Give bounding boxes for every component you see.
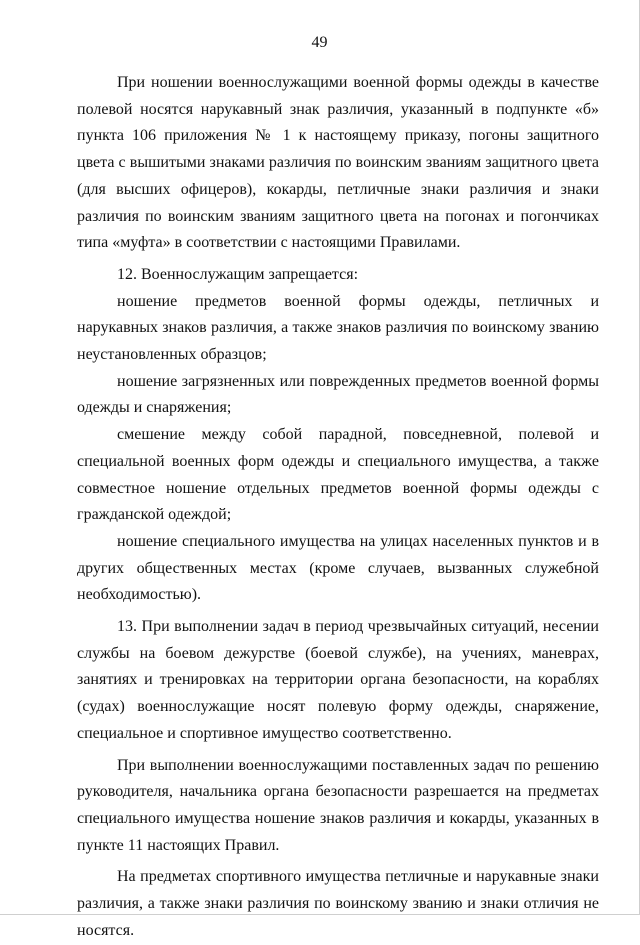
paragraph-field-uniform-insignia: При ношении военнослужащими военной формы одежды в качестве полевой носятся нарукавный знак различия, указанный в подпункте «б» пункта 106 приложения № 1 к настоящему приказу, погоны защитного цвета с вышитыми знаками различия по воинским званиям защитного цвета (для высших офицеров), кокарды, петличные знаки различия и знаки различия по воинским званиям защитного цвета на погонах и погончиках типа «муфта» в соответствии с настоящими Правилами. <box>77 74 599 252</box>
paragraph-permitted-insignia: При выполнении военнослужащими поставленных задач по решению руководителя, начальника органа безопасности разрешается на предметах специального имущества ношение знаков различия и кокарды, указанных в пункте 11 настоящих Правил. <box>77 756 599 854</box>
paragraph-item-13: 13. При выполнении задач в период чрезвычайных ситуаций, несении службы на боевом дежурстве (боевой службе), на учениях, маневрах, занятиях и тренировках на территории органа безопасности, на кораблях (судах) военнослужащие носят полевую форму одежды, снаряжение, специальное и спортивное имущество соответственно. <box>77 618 599 742</box>
paragraph-item-12-heading: 12. Военнослужащим запрещается: <box>117 265 359 283</box>
page-number: 49 <box>311 34 328 51</box>
paragraph-prohibition-mixing: смешение между собой парадной, повседневной, полевой и специальной военных форм одежды и специального имущества, а также совместное ношение отдельных предметов военной формы одежды с гражданской одеждой; <box>77 426 599 524</box>
paragraph-prohibition-special-property: ношение специального имущества на улицах населенных пунктов и в других общественных местах (кроме случаев, вызванных служебной необходимостью). <box>77 532 599 604</box>
paragraph-prohibition-soiled: ношение загрязненных или поврежденных предметов военной формы одежды и снаряжения; <box>77 372 599 417</box>
paragraph-sports-property: На предметах спортивного имущества петличные и нарукавные знаки различия, а также знаки различия по воинскому званию и знаки отличия не носятся. <box>77 868 599 939</box>
paragraph-prohibition-nonstandard: ношение предметов военной формы одежды, петличных и нарукавных знаков различия, а также знаков различия по воинскому званию неустановленных образцов; <box>77 292 599 364</box>
document-body <box>77 70 599 945</box>
